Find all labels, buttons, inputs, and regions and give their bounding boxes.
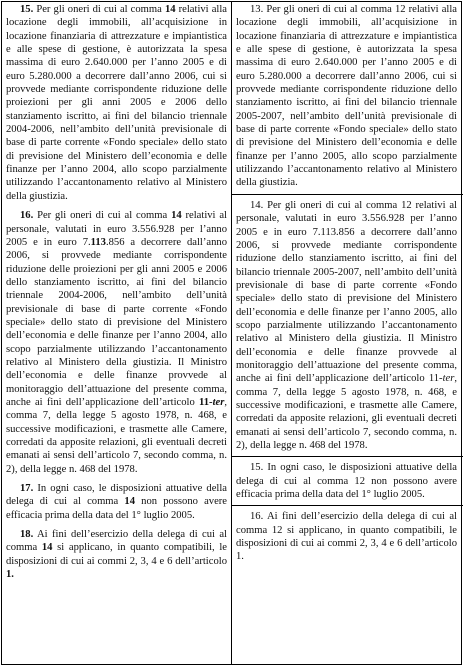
- row-separator: [231, 456, 463, 457]
- comma-reference: 14: [124, 496, 135, 508]
- paragraph-16-left: 16. Per gli oneri di cui al comma 14 relativi al personale, valutati in euro 3.556.928 per l’anno 2005 e in euro 7.113.856 a decorrere dall’anno 2006, si provvede mediante corrispondente riduzione delle proiezioni per gli anni 2005 e 2006 dello stanziamento iscritto, ai fini del bilancio triennale 2004-2006, nell’ambito dell’unità previsionale di base di parte corrente «Fondo speciale» dello stato di previsione del Ministero dell’economia e delle finanze per l’anno 2004, allo scopo parzialmente utilizzando l’accantonamento relativo al Ministero della giustizia. Il Ministro dell’economia e delle finanze provvede al monitoraggio dell’attuazione del presente comma, anche ai fini dell’applicazione dell’articolo 11-ter, comma 7, della legge 5 agosto 1978, n. 468, e successive modificazioni, e trasmette alle Camere, corredati da apposite relazioni, gli eventuali decreti emanati ai sensi dell’articolo 7, secondo comma, n. 2), della legge n. 468 del 1978.: [6, 210, 227, 475]
- paragraph-17-left: 17. In ogni caso, le disposizioni attuative della delega di cui al comma 14 non possono avere efficacia prima della data del 1° luglio 2005.: [6, 483, 227, 521]
- paragraph-number: 14.: [250, 199, 264, 211]
- paragraph-number: 16.: [250, 511, 264, 523]
- right-column: [236, 3, 457, 564]
- paragraph-number: 15.: [20, 4, 34, 15]
- paragraph-16-right: 16. Ai fini dell’esercizio della delega di cui al comma 12 si applicano, in quanto compatibili, le disposizioni di cui ai commi 2, 3, 4 e 6 dell’articolo 1.: [236, 511, 457, 563]
- paragraph-number: 15.: [250, 462, 264, 474]
- paragraph-14-right: 14. Per gli oneri di cui al comma 12 relativi al personale, valutati in euro 3.556.928 per l’anno 2005 e in euro 7.113.856 a decorrere dall’anno 2006, si provvede mediante corrispondente riduzione dello stanziamento iscritto, ai fini del bilancio triennale 2005-2007, nell’ambito dell’unità previsionale di base di parte corrente «Fondo speciale» dello stato di previsione del Ministero dell’economia e delle finanze per l’anno 2005, allo scopo parzialmente utilizzando l’accantonamento relativo al Ministero della giustizia. Il Ministro dell’economia e delle finanze provvede al monitoraggio dell’attuazione del presente comma, anche ai fini dell’applicazione dell’articolo 11-ter, comma 7, della legge 5 agosto 1978, n. 468, e successive modificazioni, e trasmette alle Camere, corredati da apposite relazioni, gli eventuali decreti emanati ai sensi dell’articolo 7, secondo comma, n. 2), della legge n. 468 del 1978.: [236, 199, 457, 451]
- paragraph-number: 16.: [20, 210, 34, 222]
- column-divider: [231, 1, 232, 665]
- paragraph-number: 18.: [20, 529, 34, 541]
- comma-reference: 14: [164, 4, 176, 15]
- paragraph-13-right: 13. Per gli oneri di cui al comma 12 relativi alla locazione degli immobili, all’acquisizione in locazione finanziaria di attrezzature e impiantistica e alle spese di gestione, è autorizzata la spesa massima di euro 2.640.000 per l’anno 2005 e di euro 5.280.000 a decorrere dall’anno 2006, cui si provvede mediante corrispondente riduzione dello stanziamento iscritto, ai fini del bilancio triennale 2005-2007, nell’ambito dell’unità previsionale di base di parte corrente «Fondo speciale» dello stato di previsione del Ministero dell’economia e delle finanze per l’anno 2005, allo scopo parzialmente utilizzando l’accantonamento relativo al Ministero della giustizia.: [236, 4, 457, 189]
- row-separator: [231, 505, 463, 506]
- paragraph-number: 13.: [250, 4, 264, 15]
- paragraph-15-right: 15. In ogni caso, le disposizioni attuative della delega di cui al comma 12 non possono avere efficacia prima della data del 1° luglio 2005.: [236, 462, 457, 501]
- comma-reference: 14: [171, 210, 182, 222]
- row-separator: [231, 194, 463, 195]
- comma-reference: 14: [41, 542, 53, 554]
- left-column: [6, 3, 227, 581]
- paragraph-number: 17.: [20, 483, 34, 495]
- paragraph-15-left: 15. Per gli oneri di cui al comma 14 relativi alla locazione degli immobili, all’acquisizione in locazione finanziaria di attrezzature e impiantistica e alle spese di gestione, è autorizzata la spesa massima di euro 2.640.000 per l’anno 2005 e di euro 5.280.000 a decorrere dall’anno 2006, cui si provvede mediante corrispondente riduzione delle proiezioni per gli anni 2005 e 2006 dello stanziamento iscritto, ai fini del bilancio triennale 2004-2006, nell’ambito dell’unità previsionale di base di parte corrente «Fondo speciale» dello stato di previsione del Ministero dell’economia e delle finanze per l’anno 2004, allo scopo parzialmente utilizzando l’accantonamento relativo al Ministero della giustizia.: [6, 4, 227, 202]
- paragraph-18-left: 18. Ai fini dell’esercizio della delega di cui al comma 14 si applicano, in quanto compatibili, le disposizioni di cui ai commi 2, 3, 4 e 6 dell’articolo 1.: [6, 529, 227, 581]
